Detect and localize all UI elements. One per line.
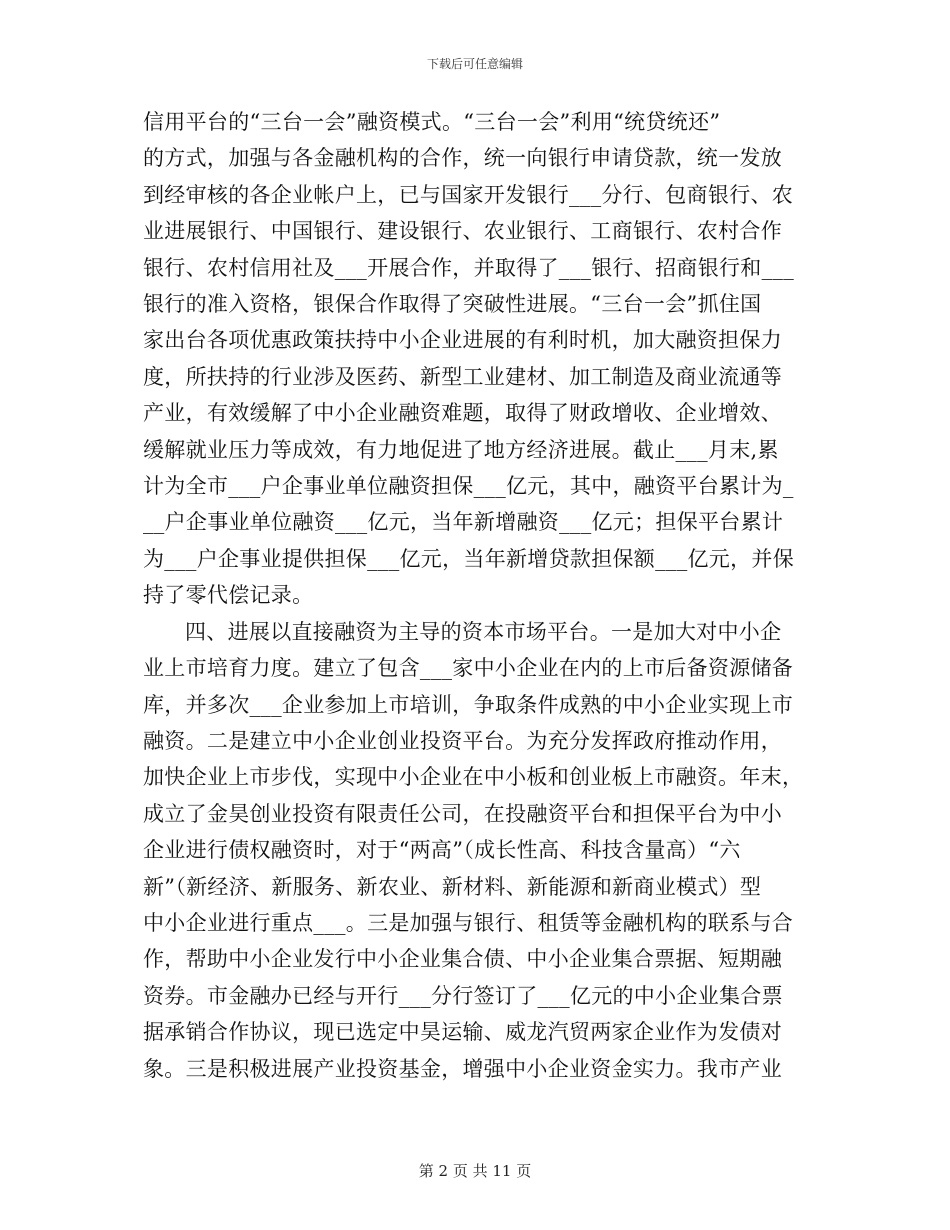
text-line: 到经审核的各企业帐户上，已与国家开发银行___分行、包商银行、农: [143, 182, 794, 207]
text-line: 计为全市___户企事业单位融资担保___亿元，其中，融资平台累计为_: [143, 474, 794, 499]
text-line: 家出台各项优惠政策扶持中小企业进展的有利时机，加大融资担保力: [143, 328, 782, 353]
text-line: 作，帮助中小企业发行中小企业集合债、中小企业集合票据、短期融: [143, 947, 782, 972]
paragraph-start-line: 四、进展以直接融资为主导的资本市场平台。一是加大对中小企: [185, 619, 782, 644]
text-line: 库，并多次___企业参加上市培训，争取条件成熟的中小企业实现上市: [143, 692, 794, 717]
text-line: 成立了金昊创业投资有限责任公司，在投融资平台和担保平台为中小: [143, 801, 782, 826]
text-line: 象。三是积极进展产业投资基金，增强中小企业资金实力。我市产业: [143, 1056, 782, 1081]
text-line: 业上市培育力度。建立了包含___家中小企业在内的上市后备资源储备: [143, 656, 794, 681]
text-line: 融资。二是建立中小企业创业投资平台。为充分发挥政府推动作用，: [143, 728, 782, 753]
text-line: 资券。市金融办已经与开行___分行签订了___亿元的中小企业集合票: [143, 983, 783, 1008]
page-header: 下载后可任意编辑: [426, 57, 523, 71]
text-line: 银行、农村信用社及___开展合作，并取得了___银行、招商银行和___: [143, 255, 794, 280]
text-line: 产业，有效缓解了中小企业融资难题，取得了财政增收、企业增效、: [143, 401, 782, 426]
page-number-footer: 第 2 页 共 11 页: [418, 1162, 532, 1180]
text-line: 信用平台的“三台一会”融资模式。“三台一会”利用“统贷统还”: [143, 110, 721, 134]
text-line: 新”（新经济、新服务、新农业、新材料、新能源和新商业模式）型: [143, 874, 762, 899]
text-line: 据承销合作协议，现已选定中昊运输、威龙汽贸两家企业作为发债对: [143, 1020, 782, 1045]
text-line: 为___户企事业提供担保___亿元，当年新增贷款担保额___亿元，并保: [143, 546, 794, 571]
text-line: 加快企业上市步伐，实现中小企业在中小板和创业板上市融资。年末，: [143, 765, 804, 790]
text-line: 银行的准入资格，银保合作取得了突破性进展。“三台一会”抓住国: [143, 292, 762, 317]
text-line: 持了零代偿记录。: [143, 583, 314, 608]
text-line: 企业进行债权融资时，对于“两高”（成长性高、科技含量高）“六: [143, 838, 741, 863]
text-line: 的方式，加强与各金融机构的合作，统一向银行申请贷款，统一发放: [143, 146, 782, 171]
text-line: 业进展银行、中国银行、建设银行、农业银行、工商银行、农村合作: [143, 219, 782, 244]
text-line: 度，所扶持的行业涉及医药、新型工业建材、加工制造及商业流通等: [143, 364, 782, 389]
text-line: 缓解就业压力等成效，有力地促进了地方经济进展。截止___月末,累: [143, 437, 779, 462]
body-text: [143, 104, 807, 1087]
text-line: 中小企业进行重点___。三是加强与银行、租赁等金融机构的联系与合: [143, 910, 794, 935]
text-line: __户企事业单位融资___亿元，当年新增融资___亿元；担保平台累计: [143, 510, 784, 535]
